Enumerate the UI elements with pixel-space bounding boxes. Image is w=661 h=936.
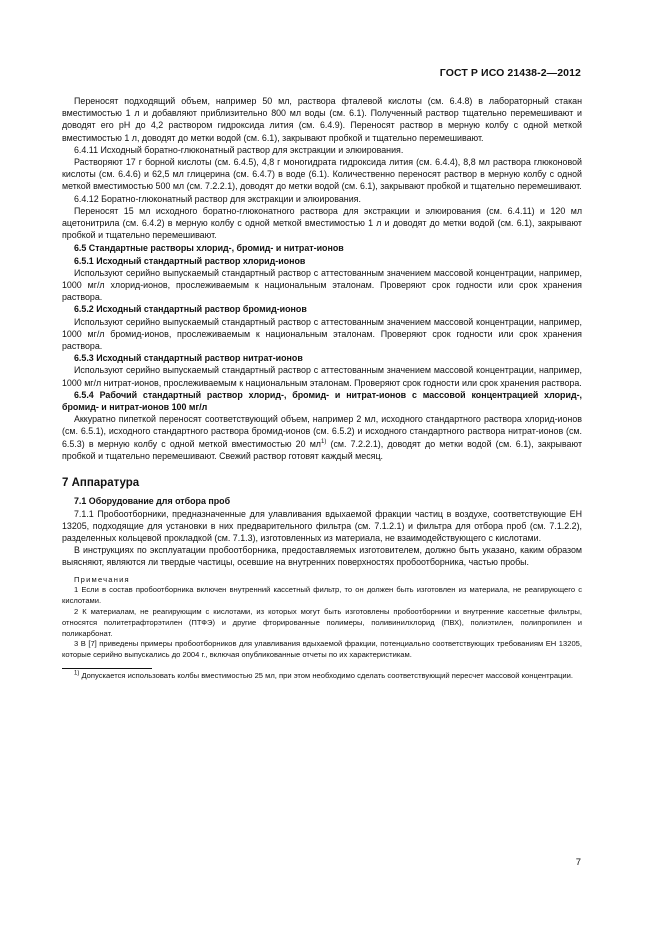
page-body <box>62 95 582 682</box>
footnote-mark: 1) <box>74 670 80 677</box>
section-heading-6-5: 6.5 Стандартные растворы хлорид-, бромид- и нитрат-ионов <box>74 243 344 254</box>
note-item: 2 К материалам, не реагирующим с кислотами, из которых могут быть изготовлены пробоотборники и внутренние кассетные фильтры, относятся политетрафторэтилен (ПТФЭ) и другие фторированные полимеры, поливинилхлорид (ПВХ), полиэтилен, полипропилен и поликарбонат. <box>62 606 582 638</box>
footnote-text: Допускается использовать колбы вместимостью 25 мл, при этом необходимо сделать соответствующий пересчет массовой концентрации. <box>79 670 573 680</box>
section-heading-7: 7 Аппаратура <box>62 477 140 490</box>
subsection-heading-6-5-4: 6.5.4 Рабочий стандартный раствор хлорид-, бромид- и нитрат-ионов с массовой концентрацией хлорид-, бромид- и нитрат-ионов 100 мг/л <box>62 389 582 413</box>
notes-block <box>62 575 582 661</box>
subsection-heading-6-5-2: 6.5.2 Исходный стандартный раствор бромид-ионов <box>74 304 307 315</box>
subsection-heading-6-5-3: 6.5.3 Исходный стандартный раствор нитрат-ионов <box>74 353 303 364</box>
paragraph: 6.4.11 Исходный боратно-глюконатный раствор для экстракции и элюирования. <box>74 144 404 155</box>
note-item: 1 Если в состав пробоотборника включен внутренний кассетный фильтр, то он должен быть изготовлен из материала, не реагирующего с кислотами. <box>62 585 582 606</box>
paragraph: Используют серийно выпускаемый стандартный раствор с аттестованным значением массовой концентрации, например, 1000 мг/л хлорид-ионов, прослеживаемым к национальным эталонам. Проверяют срок годности или срок хранения раствора. <box>62 267 582 303</box>
paragraph: Используют серийно выпускаемый стандартный раствор с аттестованным значением массовой концентрации, например, 1000 мг/л бромид-ионов, прослеживаемым к национальным эталонам. Проверяют срок годности или срок хранения раствора. <box>62 316 582 352</box>
footnote-divider <box>62 668 152 669</box>
paragraph: Переносят подходящий объем, например 50 мл, раствора фталевой кислоты (см. 6.4.8) в лабораторный стакан вместимостью 1 л и добавляют приблизительно 800 мл воды (см. 6.1). Полученный раствор тщательно перемешивают и доводят его pH до 4,2 раствором гидроксида лития (см. 6.4.9). Переносят раствор в мерную колбу с одной меткой вместимостью 1 л, доводят до метки водой (см. 6.1), закрывают пробкой и тщательно перемешивают. <box>62 96 582 143</box>
paragraph: В инструкциях по эксплуатации пробоотборника, предоставляемых изготовителем, должно быть указано, каким образом выясняют, являются ли твердые частицы, осевшие на внутренних поверхностях пробоотборника, частью пробы. <box>62 545 582 568</box>
note-item: 3 В [7] приведены примеры пробоотборников для улавливания вдыхаемой фракции, потенциально соответствующих требованиям ЕН 13205, которые серийно выпускались до 2004 г., включая опубликованные отчеты по их характеристикам. <box>62 639 582 660</box>
subsection-heading-6-5-1: 6.5.1 Исходный стандартный раствор хлорид-ионов <box>74 255 306 266</box>
notes-title: Примечания <box>74 574 130 584</box>
subsection-heading-7-1: 7.1 Оборудование для отбора проб <box>74 496 231 507</box>
paragraph: 7.1.1 Пробоотборники, предназначенные для улавливания вдыхаемой фракции частиц в воздухе, соответствующие ЕН 13205, подходящие для установки в них предварительного фильтра (см. 7.1.2.1) и фильтра для отбора проб (см. 7.1.2.2), разделенных кольцевой прокладкой (см. 7.1.3), изготовленных из материала, не взаимодействующего с кислотами. <box>62 508 582 543</box>
paragraph: 6.4.12 Боратно-глюконатный раствор для экстракции и элюирования. <box>74 193 361 204</box>
paragraph: Используют серийно выпускаемый стандартный раствор с аттестованным значением массовой концентрации, например, 1000 мг/л нитрат-ионов, прослеживаемым к национальным эталонам. Проверяют срок годности или срок хранения раствора. <box>62 365 582 388</box>
page-number: 7 <box>575 857 581 868</box>
page-header: ГОСТ Р ИСО 21438-2—2012 <box>439 67 581 79</box>
paragraph <box>62 413 582 462</box>
paragraph: Переносят 15 мл исходного боратно-глюконатного раствора для экстракции и элюирования (см. 6.4.11) и 120 мл ацетонитрила (см. 6.4.2) в мерную колбу с одной меткой вместимостью 1 л и доводят до метки водой (см. 6.1), закрывают пробкой и тщательно перемешивают. <box>62 205 582 241</box>
paragraph-text: Аккуратно пипеткой переносят соответствующий объем, например 2 мл, исходного стандартного раствора хлорид-ионов (см. 6.5.1), исходного стандартного раствора бромид-ионов (см. 6.5.2) и исходного стандартного раствора нитрат-ионов (см. 6.5.3) в мерную колбу с одной меткой вместимостью 20 мл <box>62 414 582 449</box>
paragraph-text: (см. 7.2.2.1), доводят до метки водой (см. 6.1), закрывают пробкой и тщательно перемешивают. Свежий раствор готовят каждый месяц. <box>62 438 583 461</box>
footnote <box>62 671 582 682</box>
footnote-reference: 1) <box>320 438 327 445</box>
paragraph: Растворяют 17 г борной кислоты (см. 6.4.5), 4,8 г моногидрата гидроксида лития (см. 6.4.4), 8,8 мл раствора глюконовой кислоты (см. 6.4.6) и 62,5 мл глицерина (см. 6.4.7) в воде (6.1). Количественно переносят раствор в мерную колбу с одной меткой вместимостью 500 мл (см. 7.2.2.1), доводят до метки водой (см. 6.1), закрывают пробкой и тщательно перемешивают. <box>62 157 582 192</box>
